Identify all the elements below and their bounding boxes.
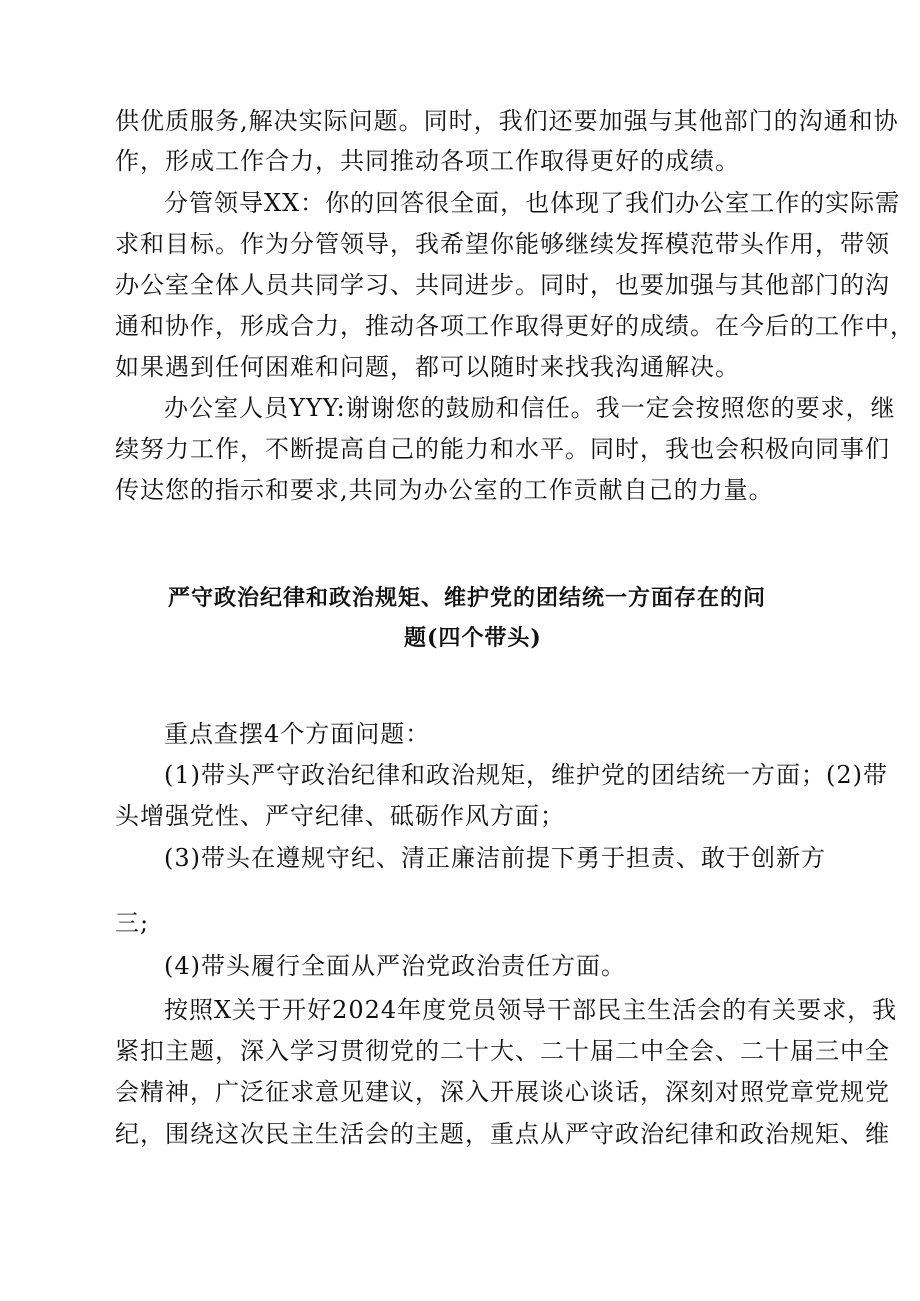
section-heading-cont: 题(四个带头) [404, 625, 542, 651]
body-line: 办公室全体人员共同学习、共同进步。同时，也要加强与其他部门的沟 [115, 271, 890, 299]
paragraph-start-line: 重点查摆4个方面问题： [164, 720, 431, 748]
body-line: 传达您的指示和要求,共同为办公室的工作贡献自己的力量。 [115, 476, 774, 504]
body-line: 如果遇到任何困难和问题，都可以随时来找我沟通解决。 [115, 353, 740, 381]
body-line: 作，形成工作合力，共同推动各项工作取得更好的成绩。 [115, 147, 740, 175]
list-item-line: (3)带头在遵规守纪、清正廉洁前提下勇于担责、敢于创新方 [164, 844, 826, 872]
paragraph-start-line: 分管领导XX：你的回答很全面，也体现了我们办公室工作的实际需 [164, 189, 901, 217]
body-line: 三; [115, 909, 150, 937]
list-item-line: (4)带头履行全面从严治党政治责任方面。 [164, 952, 626, 980]
paragraph-start-line: 按照X关于开好2024年度党员领导干部民主生活会的有关要求，我 [164, 996, 898, 1024]
body-line: 纪，围绕这次民主生活会的主题，重点从严守政治纪律和政治规矩、维 [115, 1120, 890, 1148]
paragraph-start-line: 办公室人员YYY:谢谢您的鼓励和信任。我一定会按照您的要求，继 [164, 394, 896, 422]
body-line: 头增强党性、严守纪律、砥砺作风方面； [115, 802, 565, 830]
body-line: 续努力工作，不断提高自己的能力和水平。同时，我也会积极向同事们 [115, 435, 890, 463]
body-line: 会精神，广泛征求意见建议，深入开展谈心谈话，深刻对照党章党规党 [115, 1078, 890, 1106]
section-heading: 严守政治纪律和政治规矩、维护党的团结统一方面存在的问 [168, 585, 767, 611]
body-line: 求和目标。作为分管领导，我希望你能够继续发挥模范带头作用，带领 [115, 230, 890, 258]
body-line: 紧扣主题，深入学习贯彻党的二十大、二十届二中全会、二十届三中全 [115, 1037, 890, 1065]
list-item-line: (1)带头严守政治纪律和政治规矩，维护党的团结统一方面；(2)带 [164, 761, 888, 789]
body-line: 通和协作，形成合力，推动各项工作取得更好的成绩。在今后的工作中， [115, 312, 915, 340]
body-line: 供优质服务,解决实际问题。同时，我们还要加强与其他部门的沟通和协 [115, 107, 899, 135]
